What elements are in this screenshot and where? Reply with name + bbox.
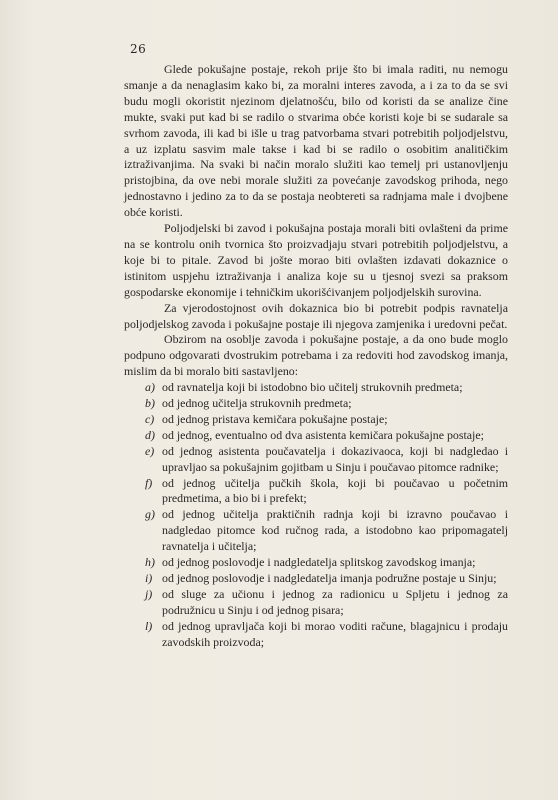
list-marker: b) [145,396,155,411]
list-marker: c) [145,411,155,426]
staff-list [124,380,508,650]
list-item [124,587,508,619]
list-item-text: od jednog učitelja pučkih škola, koji bi poučavao u početnim predmetima, a bio bi i prefekt; [162,475,508,506]
page-number: 26 [130,42,147,56]
list-marker: g) [145,507,155,522]
list-item-text: od jednog poslovodje i nadgledatelja imanja podružne postaje u Sinju; [162,571,497,585]
list-item-text: od sluge za učionu i jednog za radionicu u Spljetu i jednog za podružnicu u Sinju i od jednog pisara; [162,586,508,617]
paragraph-staff-intro: Obzirom na osoblje zavoda i pokušajne postaje, a da ono bude moglo podpuno odgovarati dvostrukim potrebama i za redoviti hod zavodskog imanja, mislim da bi moralo biti sastavljeno: [124,332,508,379]
list-item-text: od jednog asistenta poučavatelja i dokazivaoca, koji bi nadgledao i upravljao sa pokušajnim gojitbam u Sinju i poučavao pitomce radnike; [162,443,508,474]
list-marker: j) [145,586,153,601]
list-marker: i) [145,571,153,585]
list-item-text: od jednog, eventualno od dva asistenta kemičara pokušajne postaje; [162,427,484,442]
list-item [124,380,508,396]
list-marker: e) [145,443,155,458]
list-item [124,555,508,571]
list-marker: a) [145,380,155,395]
paragraph-control-authority: Poljodjelski bi zavod i pokušajna postaja morali biti ovlašteni da prime na se kontrolu onih tvornica što proizvadjaju stvari potrebitih poljodjelstvu, a koje bi to pitale. Zavod bi jošte morao biti ovlašten izdavati dokaznice o istinitom uspjehu iztraživanja i analiza koje su u tjesnoj svezi sa praksom gospodarske ekonomije i tehničkim ukorišćivanjem poljodjelskih surovina. [124,221,508,299]
list-item [124,571,508,587]
paragraph-experimental-station: Glede pokušajne postaje, rekoh prije što bi imala raditi, nu nemogu smanje a da nenaglasim kako bi, za moralni interes zavoda, a i za to da se svi budu mogli okoristit njezinom djelatnošću, bilo od koristi da se analize čine mukte, svaki put kad bi se radilo o stvarima obće koristi koje bi se sudarale sa svrhom zavoda, ili kad bi išle u trag patvorbama stvari potrebitih poljodjelstvu, a uz izplatu sasvim male takse i kad bi se radilo o osobitim analitičkim iztraživanjima. Na svaki bi način moralo služiti kao temelj pri ustanovljenju pristojbina, da ove nebi morale služiti za povećanje zavodskog prihoda, nego jednostavno i jedino za to da se postaja neobtereti sa radnjama male i dvojbene obće koristi. [124,62,508,220]
list-marker: f) [145,475,153,490]
list-item [124,476,508,508]
body-text [124,62,508,651]
list-marker: l) [145,618,153,633]
list-item [124,428,508,444]
list-item-text: od jednog učitelja strukovnih predmeta; [162,396,352,411]
paragraph-certificate-signature: Za vjerodostojnost ovih dokaznica bio bi potrebit podpis ravnatelja poljodjelskog zavoda i pokušajne postaje ili njegova zamjenika i uredovni pečat. [124,300,508,331]
list-item-text: od jednog upravljača koji bi morao voditi račune, blagajnicu i prodaju zavodskih proizvoda; [162,618,508,649]
list-marker: d) [145,427,155,442]
list-marker: h) [145,555,155,570]
list-item-text: od jednog pristava kemičara pokušajne postaje; [162,411,388,426]
list-item [124,412,508,428]
list-item-text: od jednog poslovodje i nadgledatelja splitskog zavodskog imanja; [162,555,476,570]
list-item [124,619,508,651]
list-item-text: od ravnatelja koji bi istodobno bio učitelj strukovnih predmeta; [162,380,463,395]
list-item [124,396,508,412]
list-item-text: od jednog učitelja praktičnih radnja koji bi izravno poučavao i nadgledao pitomce kod ručnog rada, a istodobno kao pripomagatelj ravnatelja i učitelja; [162,507,508,554]
list-item [124,507,508,555]
list-item [124,444,508,476]
